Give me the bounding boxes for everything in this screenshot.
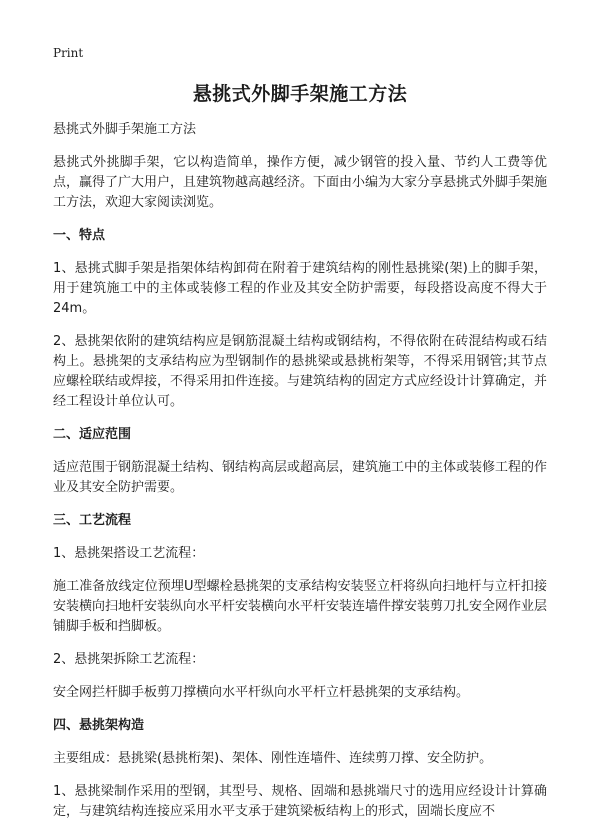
paragraph: 1、悬挑架搭设工艺流程：: [53, 546, 205, 561]
paragraph: 1、悬挑梁制作采用的型钢，其型号、规格、固端和悬挑端尺寸的选用应经设计计算确定，与建筑结构连接应采用水平支承于建筑梁板结构上的形式，固端长度应不: [53, 784, 547, 819]
document-subtitle: 悬挑式外脚手架施工方法: [53, 122, 197, 137]
document-body: [53, 120, 547, 835]
paragraph: 施工准备放线定位预埋U型螺栓悬挑架的支承结构安装竖立杆将纵向扫地杆与立杆扣接安装横向扫地杆安装纵向水平杆安装横向水平杆安装连墙件撑安装剪刀扎安全网作业层铺脚手板和挡脚板。: [53, 579, 548, 634]
section-heading-structure: 四、悬挑架构造: [53, 718, 145, 733]
paragraph: 主要组成：悬挑梁(悬挑桁架)、架体、刚性连墙件、连续剪刀撑、安全防护。: [53, 751, 493, 766]
print-link[interactable]: Print: [53, 46, 84, 60]
section-heading-features: 一、特点: [53, 228, 106, 243]
section-heading-scope: 二、适应范围: [53, 427, 132, 442]
intro-paragraph: 悬挑式外挑脚手架，它以构造简单，操作方便，减少钢管的投入量、节约人工费等优点，赢得了广大用户，且建筑物越高越经济。下面由小编为大家分享悬挑式外脚手架施工方法，欢迎大家阅读浏览。: [53, 155, 548, 210]
paragraph: 1、悬挑式脚手架是指架体结构卸荷在附着于建筑结构的刚性悬挑梁(架)上的脚手架，用于建筑施工中的主体或装修工程的作业及其安全防护需要，每段搭设高度不得大于24m。: [53, 261, 547, 316]
paragraph: 适应范围于钢筋混凝土结构、钢结构高层或超高层，建筑施工中的主体或装修工程的作业及其安全防护需要。: [53, 460, 548, 495]
paragraph: 2、悬挑架拆除工艺流程：: [53, 652, 205, 667]
page-title: 悬挑式外脚手架施工方法: [192, 83, 408, 105]
paragraph: 2、悬挑架依附的建筑结构应是钢筋混凝土结构或钢结构，不得依附在砖混结构或石结构上。悬挑架的支承结构应为型钢制作的悬挑梁或悬挑桁架等，不得采用钢管;其节点应螺栓联结或焊接，不得采用扣件连接。与建筑结构的固定方式应经设计计算确定，并经工程设计单位认可。: [53, 334, 548, 409]
section-heading-process: 三、工艺流程: [53, 513, 132, 528]
paragraph: 安全网拦杆脚手板剪刀撑横向水平杆纵向水平杆立杆悬挑架的支承结构。: [53, 685, 470, 700]
